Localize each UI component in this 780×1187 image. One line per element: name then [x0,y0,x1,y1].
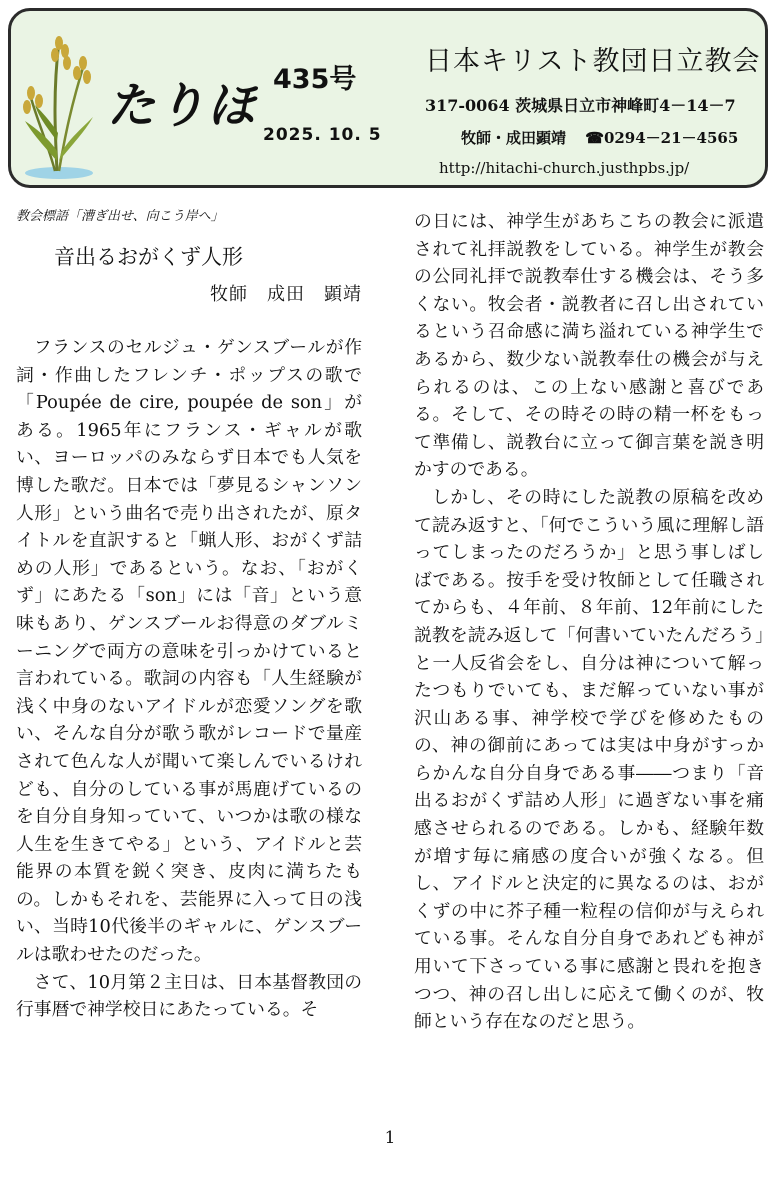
church-address: 317-0064 茨城県日立市神峰町4－14－7 [425,96,736,115]
church-name: 日本キリスト教団日立教会 [425,46,761,77]
article-title: 音出るおがくず人形 [54,245,243,269]
article-author: 牧師 成田 顕靖 [210,284,362,305]
issue-number: 435号 [273,64,357,95]
pastor-name: 牧師・成田顕靖 [461,129,567,147]
phone-icon: ☎ [585,129,604,147]
paragraph: しかし、その時にした説教の原稿を改めて読み返すと、「何でこういう風に理解し語ってしまったのだろうか」と思う事しばしばである。按手を受け牧師として任職されてからも、４年前、８年前、12年前にした説教を読み返して「何書いていたんだろう」と一人反省会をし、自分は神について解ったつもりでいても、まだ解っていない事が沢山ある事、神学校で学びを修めたものの、神の御前にあっては実は中身がすっからかんな自分自身である事――つまり「音出るおがくず詰め人形」に過ぎない事を痛感させられるのである。しかも、経験年数が増す毎に痛感の度合いが強くなる。但し、アイドルと決定的に異なるのは、おがくずの中に芥子種一粒程の信仰が与えられている事。そんな自分自身であれども神が用いて下さっている事に感謝と畏れを抱きつつ、神の召し出しに応えて働くのが、牧師という存在なのだと思う。 [414,486,764,1033]
article-column-right [414,208,764,1036]
paragraph: フランスのセルジュ・ゲンスブールが作詞・作曲したフレンチ・ポップスの歌で「Poupée de cire, poupée de son」がある。1965年にフランス・ギャルが歌い、ヨーロッパのみならず日本でも人気を博した歌だ。日本では「夢見るシャンソン人形」という曲名で売り出されたが、原タイトルを直訳すると「蝋人形、おがくず詰めの人形」であるという。なお、「おがくず」にあたる「son」には「音」という意味もあり、ゲンスブールお得意のダブルミーニングで両方の意味を引っかけていると言われている。歌詞の内容も「人生経験が浅く中身のないアイドルが恋愛ソングを歌い、そんな自分が歌う歌がレコードで量産されて色んな人が聞いて楽しんでいるけれども、自分のしている事が馬鹿げているのを自分自身知っていて、いつかは歌の様な人生を生きてやる」という、アイドルと芸能界の本質を鋭く突き、皮肉に満ちたもの。しかもそれを、芸能界に入って日の浅い、当時10代後半のギャルに、ゲンスブールは歌わせたのだった。 [16,337,362,966]
pastor-contact [461,127,738,148]
article-column-left [16,208,362,1024]
issue-date: 2025. 10. 5 [263,125,382,145]
church-url[interactable]: http://hitachi-church.justhpbs.jp/ [439,159,690,177]
paragraph: の日には、神学生があちこちの教会に派遣されて礼拝説教をしている。神学生が教会の公同礼拝で説教奉仕する機会は、そう多くない。牧会者・説教者に召し出されているという召命感に満ち溢れている神学生であるから、数少ない説教奉仕の機会が与えられるのは、この上ない感謝と喜びである。そして、その時その時の精一杯をもって準備し、説教台に立って御言葉を説き明かすのである。 [414,211,764,481]
paragraph: さて、10月第２主日は、日本基督教団の行事暦で神学校日にあたっている。そ [16,971,362,1021]
phone-number: 0294－21－4565 [603,129,739,147]
page-number: 1 [384,1128,396,1148]
rice-plant-icon [19,21,99,181]
church-slogan: 教会標語「漕ぎ出せ、向こう岸へ」 [16,209,224,224]
newsletter-title: たりほ [107,78,258,134]
newsletter-header [8,8,768,188]
